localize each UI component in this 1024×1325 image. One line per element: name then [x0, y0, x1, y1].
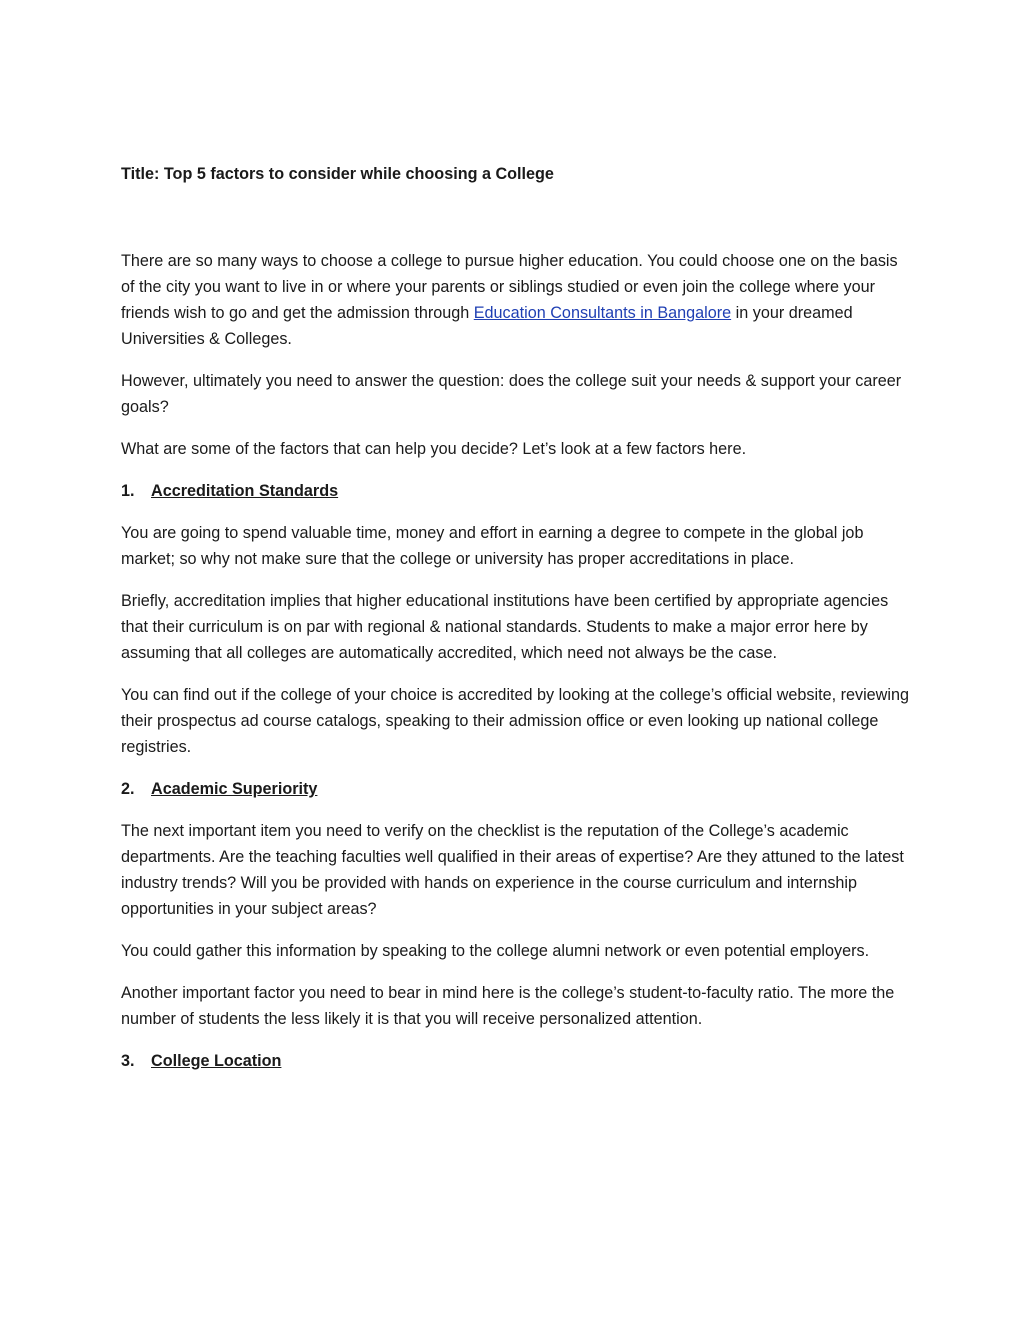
section-title: College Location — [151, 1052, 282, 1070]
section-number: 1. — [121, 482, 135, 500]
however-paragraph: However, ultimately you need to answer the question: does the college suit your needs & support your career goals? — [121, 372, 902, 416]
document-page — [121, 160, 911, 1090]
section-paragraph: The next important item you need to verify on the checklist is the reputation of the College’s academic departments. Are the teaching faculties well qualified in their areas of expertise? Are they attuned to the latest industry trends? Will you be provided with hands on experience in the course curriculum and internship opportunities in your subject areas? — [121, 822, 904, 918]
intro-paragraph — [121, 248, 911, 352]
section-paragraph: Briefly, accreditation implies that higher educational institutions have been certified by appropriate agencies that their curriculum is on par with regional & national standards. Students to make a major error here by assuming that all colleges are automatically accredited, which need not always be the case. — [121, 592, 889, 662]
section-heading-location — [121, 1048, 911, 1074]
section-heading-accreditation — [121, 478, 911, 504]
section-number: 2. — [121, 780, 135, 798]
section-paragraph: You could gather this information by speaking to the college alumni network or even potential employers. — [121, 942, 870, 960]
section-title: Academic Superiority — [151, 780, 318, 798]
section-paragraph: Another important factor you need to bear in mind here is the college’s student-to-faculty ratio. The more the number of students the less likely it is that you will receive personalized attention. — [121, 984, 895, 1028]
document-title: Title: Top 5 factors to consider while choosing a College — [121, 165, 554, 183]
education-consultants-link[interactable]: Education Consultants in Bangalore — [473, 304, 732, 322]
factors-intro-paragraph: What are some of the factors that can help you decide? Let’s look at a few factors here. — [121, 440, 747, 458]
section-paragraph: You can find out if the college of your choice is accredited by looking at the college’s official website, reviewing their prospectus ad course catalogs, speaking to their admission office or even looking up national college registries. — [121, 686, 909, 756]
intro-text-before-link: There are so many ways to choose a college to pursue higher education. You could choose one on the basis of the city you want to live in or where your parents or siblings studied or even join the college where your friends wish to go and get the admission through — [121, 252, 898, 322]
intro-text-after-link: in your dreamed Universities & Colleges. — [121, 304, 853, 348]
section-title: Accreditation Standards — [151, 482, 339, 500]
section-number: 3. — [121, 1052, 135, 1070]
section-heading-academic — [121, 776, 911, 802]
section-paragraph: You are going to spend valuable time, money and effort in earning a degree to compete in the global job market; so why not make sure that the college or university has proper accreditations in place. — [121, 524, 864, 568]
